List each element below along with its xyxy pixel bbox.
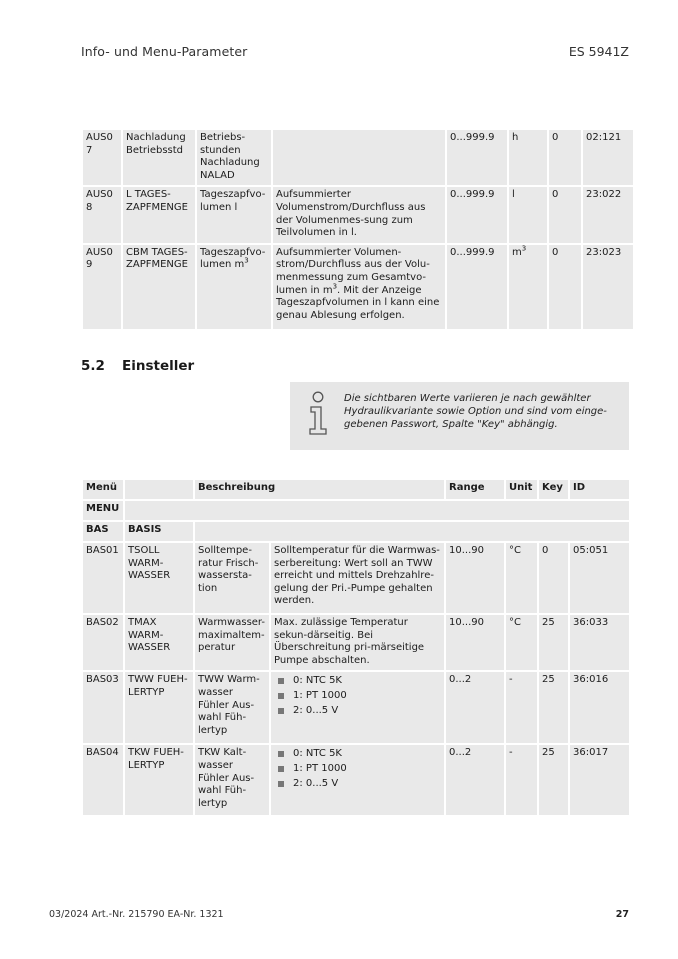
param-range: 0...999.9 [447,187,507,242]
param-code: AUS08 [83,187,121,242]
param-range: 10...90 [446,615,504,670]
param-description: Aufsummierter Volumenstrom/Durchfluss aus der Volumenmes-sung zum Teilvolumen in l. [273,187,445,242]
param-short-desc: TWW Warm-wasser Fühler Aus-wahl Füh-lertyp [195,672,269,743]
basis-group-code: BAS [83,522,123,541]
param-name: TSOLL WARM-WASSER [125,543,193,613]
table-row [83,745,629,815]
option-list [274,747,441,791]
param-options [271,745,444,815]
param-unit: h [509,130,547,185]
param-unit: °C [506,543,537,613]
param-key: 0 [549,245,581,329]
param-unit: °C [506,615,537,670]
running-header-model: ES 5941Z [568,44,629,59]
param-id: 23:022 [583,187,633,242]
param-description: Aufsummierter Volumen-strom/Durchfluss aus der Volu-menmessung zum Gesamtvo-lumen in $m^3$. Mit der Anzeige Tageszapfvolumen in l kann eine genau Ablesung erfolgen. [273,245,445,329]
info-parameter-table [81,128,635,331]
list-item: 0: NTC 5K [274,747,441,762]
param-name: TMAX WARM-WASSER [125,615,193,670]
list-item: 1: PT 1000 [274,762,441,777]
column-header-description: Beschreibung [195,480,444,499]
param-code: BAS01 [83,543,123,613]
param-key: 0 [549,187,581,242]
param-id: 05:051 [570,543,629,613]
basis-group-filler [195,522,629,541]
table-row [83,130,633,185]
menu-group-label: MENU [83,501,123,520]
param-code: AUS09 [83,245,121,329]
param-name: CBM TAGES-ZAPFMENGE [123,245,195,329]
param-unit: $m^3$ [509,245,547,329]
param-range: 0...999.9 [447,245,507,329]
param-short-desc: Tageszapfvo-lumen $m^3$ [197,245,271,329]
param-range: 0...999.9 [447,130,507,185]
param-name: L TAGES-ZAPFMENGE [123,187,195,242]
param-short-desc: TKW Kalt-wasser Fühler Aus-wahl Füh-lertyp [195,745,269,815]
param-code: BAS02 [83,615,123,670]
table-row [83,615,629,670]
option-list [274,674,441,718]
column-header-empty [125,480,193,499]
param-code: BAS04 [83,745,123,815]
param-unit: l [509,187,547,242]
param-key: 25 [539,672,568,743]
list-item: 0: NTC 5K [274,674,441,689]
footer-document-info: 03/2024 Art.-Nr. 215790 EA-Nr. 1321 [49,909,224,920]
table-row [83,245,633,329]
param-code: BAS03 [83,672,123,743]
param-short-desc: Betriebs-stunden Nachladung NALAD [197,130,271,185]
param-unit: - [506,672,537,743]
settings-parameter-table [81,478,631,817]
param-short-desc: Warmwasser-maximaltem-peratur [195,615,269,670]
table-row [83,543,629,613]
info-note-box [290,382,629,450]
param-name: Nachladung Betriebsstd [123,130,195,185]
menu-group-row [83,501,629,520]
param-id: 23:023 [583,245,633,329]
info-note-text: Die sichtbaren Werte variieren je nach gewählter Hydraulikvariante sowie Option und sind vom einge-gebenen Passwort, Spalte "Key" abhängig. [344,393,607,430]
param-range: 10...90 [446,543,504,613]
param-id: 36:016 [570,672,629,743]
table-header-row [83,480,629,499]
column-header-range: Range [446,480,504,499]
param-options [271,672,444,743]
param-key: 0 [539,543,568,613]
param-key: 25 [539,615,568,670]
param-id: 36:017 [570,745,629,815]
section-number: 5.2 [81,358,105,374]
column-header-id: ID [570,480,629,499]
list-item: 2: 0...5 V [274,777,441,792]
param-id: 36:033 [570,615,629,670]
param-description: Solltemperatur für die Warmwas-serbereitung: Wert soll an TWW erreicht und mittels Drehzahlre-gelung der Pri.-Pumpe gehalten werden. [271,543,444,613]
table-row [83,672,629,743]
param-name: TKW FUEH-LERTYP [125,745,193,815]
column-header-menu: Menü [83,480,123,499]
column-header-unit: Unit [506,480,537,499]
list-item: 1: PT 1000 [274,689,441,704]
param-unit: - [506,745,537,815]
basis-group-row [83,522,629,541]
param-description [273,130,445,185]
table-row [83,187,633,242]
param-code: AUS07 [83,130,121,185]
param-range: 0...2 [446,745,504,815]
param-key: 0 [549,130,581,185]
list-item: 2: 0...5 V [274,704,441,719]
page-number: 27 [615,909,629,920]
basis-group-name: BASIS [125,522,193,541]
menu-group-filler [125,501,629,520]
param-name: TWW FUEH-LERTYP [125,672,193,743]
param-short-desc: Solltempe-ratur Frisch-wassersta-tion [195,543,269,613]
section-title: Einsteller [122,358,195,374]
column-header-key: Key [539,480,568,499]
param-range: 0...2 [446,672,504,743]
param-short-desc: Tageszapfvo-lumen l [197,187,271,242]
info-icon [306,390,330,436]
param-id: 02:121 [583,130,633,185]
param-description: Max. zulässige Temperatur sekun-därseitig. Bei Überschreitung pri-märseitige Pumpe abschalten. [271,615,444,670]
param-key: 25 [539,745,568,815]
running-header-title: Info- und Menu-Parameter [81,44,248,59]
